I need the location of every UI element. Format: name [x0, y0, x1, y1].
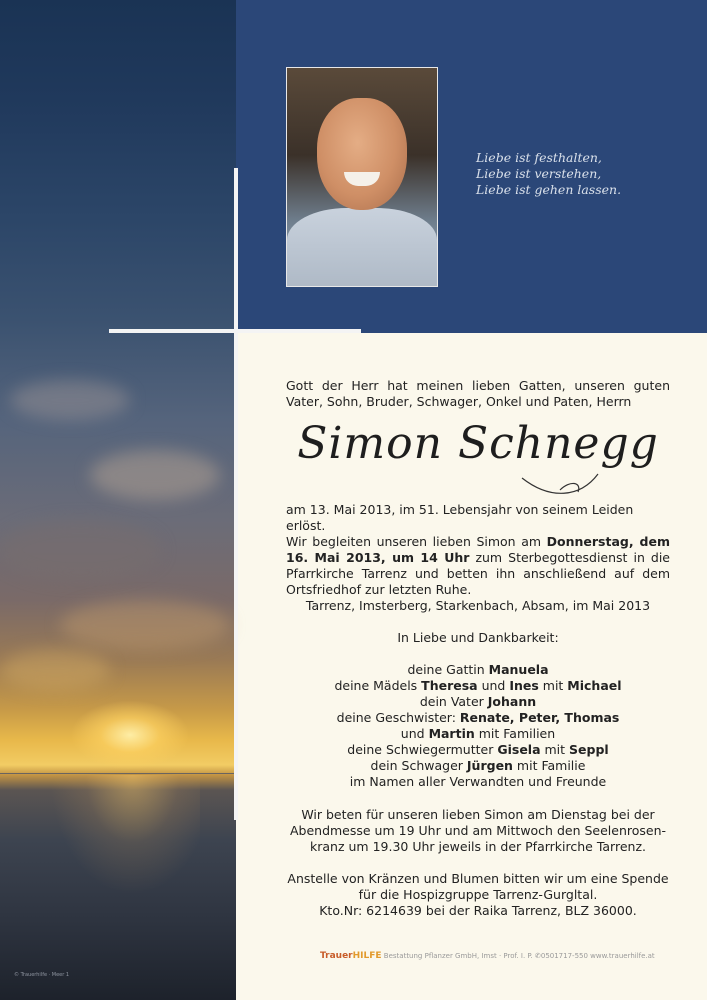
family-line: deine Geschwister: Renate, Peter, Thomas	[336, 710, 620, 725]
photo-shirt	[287, 208, 437, 287]
mass-line: Wir beten für unseren lieben Simon am Dienstag bei der	[301, 807, 655, 822]
intro-text: Gott der Herr hat meinen lieben Gatten, unseren guten Vater, Sohn, Bruder, Schwager, Onkel und Paten, Herrn	[286, 378, 670, 409]
quote-line: Liebe ist gehen lassen.	[476, 182, 622, 197]
mass-line: kranz um 19.30 Uhr jeweils in der Pfarrkirche Tarrenz.	[310, 839, 646, 854]
donation-info	[286, 871, 670, 919]
place-date: Tarrenz, Imsterberg, Starkenbach, Absam, im Mai 2013	[305, 598, 651, 613]
donation-line: für die Hospizgruppe Tarrenz-Gurgltal.	[358, 887, 598, 902]
family-line: dein Vater Johann	[419, 694, 537, 709]
cross-horizontal-beam	[109, 329, 361, 333]
funeral-text: zum Sterbegottesdienst in die Pfarrkirche Tarrenz und betten ihn anschließend auf dem Ortsfriedhof zur letzten Ruhe.	[286, 550, 671, 597]
mass-info	[286, 807, 670, 855]
image-credit: © Trauerhilfe · Meer 1	[14, 972, 70, 978]
sea-reflection	[50, 775, 200, 895]
death-notice: am 13. Mai 2013, im 51. Lebensjahr von seinem Leiden erlöst.	[286, 502, 634, 533]
family-line: im Namen aller Verwandten und Freunde	[349, 774, 607, 789]
horizon-line	[0, 773, 236, 774]
photo-face	[317, 98, 407, 210]
family-line: deine Mädels Theresa und Ines mit Michael	[334, 678, 622, 693]
footer-text: Bestattung Pflanzer GmbH, Imst · Prof. I. P. ✆0501717-550 www.trauerhilfe.at	[383, 952, 655, 960]
trauerhilfe-logo[interactable]: TrauerHILFE	[320, 951, 382, 961]
quote-line: Liebe ist verstehen,	[476, 166, 602, 181]
cross-vertical-beam	[234, 168, 238, 820]
funeral-text: Wir begleiten unseren lieben Simon am	[286, 534, 547, 549]
deceased-name: Simon Schnegg	[297, 418, 659, 469]
sun-glow	[70, 700, 190, 770]
family-list	[286, 662, 670, 790]
footer	[320, 951, 655, 961]
donation-line: Anstelle von Kränzen und Blumen bitten wir um eine Spende	[287, 871, 669, 886]
name-flourish	[520, 470, 600, 500]
family-line: deine Schwiegermutter Gisela mit Seppl	[347, 742, 609, 757]
family-line: deine Gattin Manuela	[407, 662, 549, 677]
portrait-photo	[286, 67, 438, 287]
funeral-info	[286, 534, 670, 598]
thanks-line: In Liebe und Dankbarkeit:	[397, 630, 559, 645]
quote	[476, 150, 621, 198]
quote-line: Liebe ist festhalten,	[476, 150, 602, 165]
family-line: dein Schwager Jürgen mit Familie	[370, 758, 586, 773]
funeral-date: Donnerstag, dem 16. Mai 2013, um 14 Uhr	[286, 534, 670, 565]
sunset-sea-image	[0, 0, 236, 1000]
mass-line: Abendmesse um 19 Uhr und am Mittwoch den Seelenrosen-	[289, 823, 667, 838]
family-line: und Martin mit Familien	[400, 726, 556, 741]
donation-line: Kto.Nr: 6214639 bei der Raika Tarrenz, BLZ 36000.	[319, 903, 637, 918]
